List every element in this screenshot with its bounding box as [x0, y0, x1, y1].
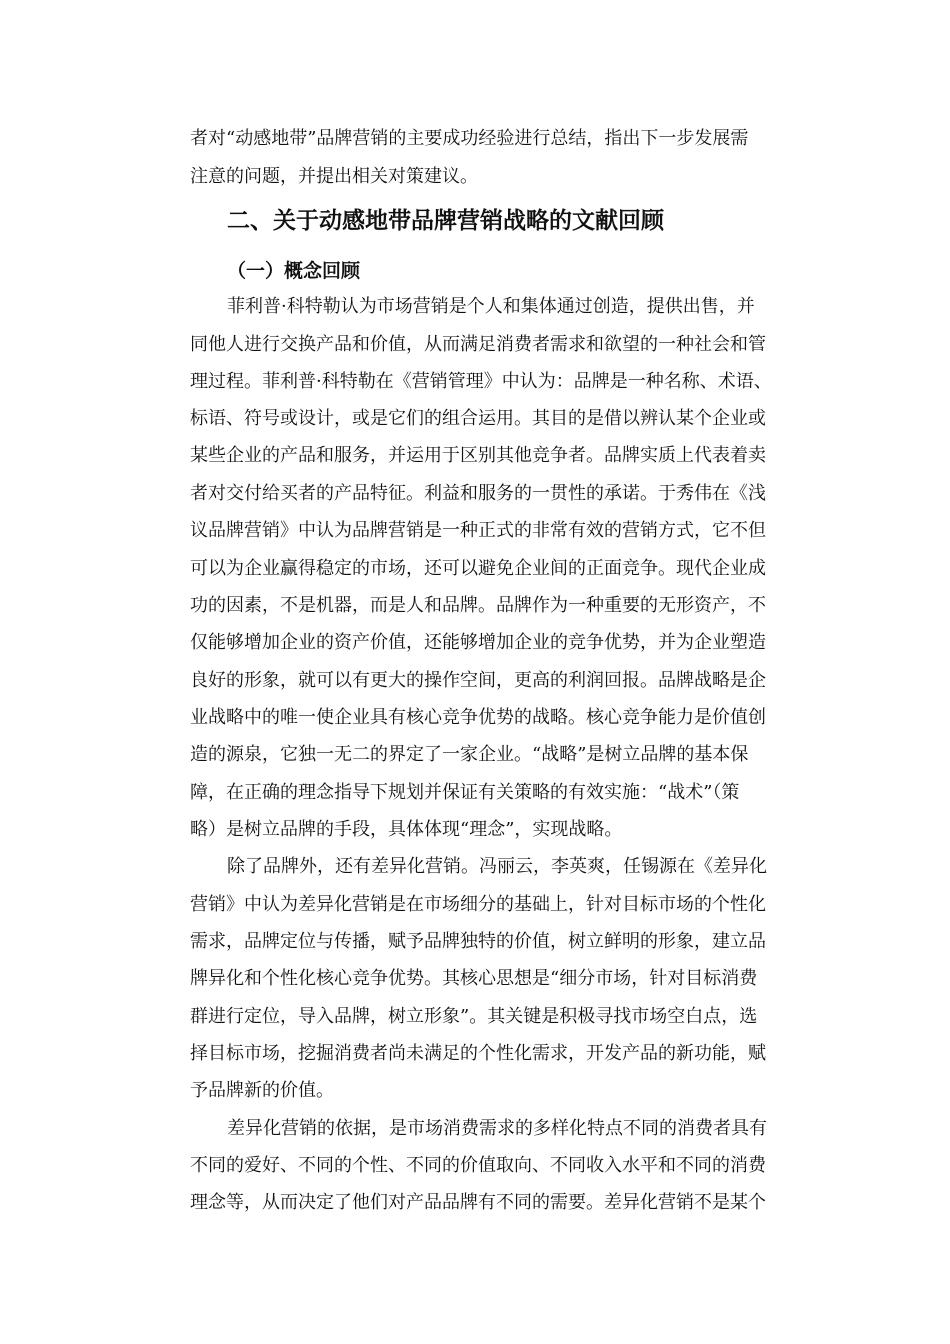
paragraph-line: 除了品牌外，还有差异化营销。冯丽云，李英爽，任锡源在《差异化 [227, 856, 767, 877]
section-heading: 二、关于动感地带品牌营销战略的文献回顾 [227, 208, 664, 234]
paragraph-line: 业战略中的唯一使企业具有核心竞争优势的战略。核心竞争能力是价值创 [190, 707, 766, 728]
paragraph-line: 议品牌营销》中认为品牌营销是一种正式的非常有效的营销方式，它不但 [190, 520, 766, 541]
paragraph-line: 理念等，从而决定了他们对产品品牌有不同的需要。差异化营销不是某个 [190, 1192, 766, 1213]
paragraph-line: 予品牌新的价值。 [190, 1080, 334, 1101]
paragraph-line: 功的因素，不是机器，而是人和品牌。品牌作为一种重要的无形资产，不 [190, 595, 766, 616]
intro-line: 注意的问题，并提出相关对策建议。 [190, 166, 478, 187]
paragraph-line: 理过程。菲利普·科特勒在《营销管理》中认为：品牌是一种名称、术语、 [190, 371, 772, 392]
intro-line: 者对“动感地带”品牌营销的主要成功经验进行总结，指出下一步发展需 [190, 128, 749, 149]
paragraph-line: 某些企业的产品和服务，并运用于区别其他竞争者。品牌实质上代表着卖 [190, 445, 766, 466]
subsection-heading: （一）概念回顾 [227, 260, 361, 282]
paragraph-line: 差异化营销的依据，是市场消费需求的多样化特点不同的消费者具有 [227, 1118, 767, 1139]
paragraph-line: 不同的爱好、不同的个性、不同的价值取向、不同收入水平和不同的消费 [190, 1155, 766, 1176]
paragraph-line: 菲利普·科特勒认为市场营销是个人和集体通过创造，提供出售，并 [227, 296, 755, 317]
paragraph-line: 仅能够增加企业的资产价值，还能够增加企业的竞争优势，并为企业塑造 [190, 632, 766, 653]
paragraph-line: 可以为企业赢得稳定的市场，还可以避免企业间的正面竞争。现代企业成 [190, 558, 766, 579]
paragraph-line: 障，在正确的理念指导下规划并保证有关策略的有效实施：“战术”（策 [190, 782, 740, 803]
paragraph-line: 牌异化和个性化核心竞争优势。其核心思想是“细分市场，针对目标消费 [190, 968, 758, 989]
paragraph-line: 造的源泉，它独一无二的界定了一家企业。“战略”是树立品牌的基本保 [190, 744, 749, 765]
paragraph-line: 标语、符号或设计，或是它们的组合运用。其目的是借以辨认某个企业或 [190, 408, 766, 429]
paragraph-line: 良好的形象，就可以有更大的操作空间，更高的利润回报。品牌战略是企 [190, 670, 766, 691]
paragraph-line: 营销》中认为差异化营销是在市场细分的基础上，针对目标市场的个性化 [190, 894, 766, 915]
paragraph-line: 群进行定位，导入品牌，树立形象”。其关键是积极寻找市场空白点，选 [190, 1006, 758, 1027]
paragraph-line: 者对交付给买者的产品特征。利益和服务的一贯性的承诺。于秀伟在《浅 [190, 483, 766, 504]
paragraph-line: 略）是树立品牌的手段，具体体现“理念”，实现战略。 [190, 819, 623, 840]
paragraph-line: 需求，品牌定位与传播，赋予品牌独特的价值，树立鲜明的形象，建立品 [190, 931, 766, 952]
paragraph-line: 择目标市场，挖掘消费者尚未满足的个性化需求，开发产品的新功能，赋 [190, 1043, 766, 1064]
paragraph-line: 同他人进行交换产品和价值，从而满足消费者需求和欲望的一种社会和管 [190, 334, 766, 355]
